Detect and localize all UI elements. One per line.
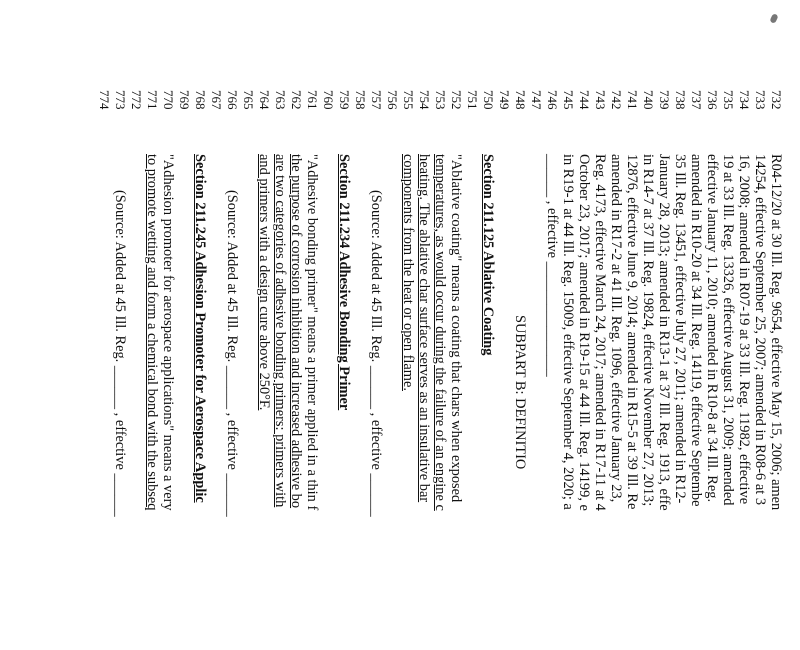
section-heading: Section 211.245 Adhesion Promoter for Aerospace Applic [192, 154, 208, 503]
source-note: (Source: Added at 45 Ill. Reg. ______ , effective ______ [224, 190, 240, 517]
section-heading: Section 211.234 Adhesive Bonding Primer [336, 154, 352, 411]
scan-artifact [769, 13, 778, 24]
subpart-heading: SUBPART B: DEFINITIO [512, 315, 528, 470]
source-note: (Source: Added at 45 Ill. Reg. ______ , effective ______ [368, 190, 384, 517]
rotated-page: 732 R04-12/20 at 30 Ill. Reg. 9654, effective May 15, 2006; amen 733 14254, effective September 25, 2007; amended in R08-6 at 3 734 16, 2008; amended in R07-19 at 33 Ill. Reg. 11982, effective 735 19 at 33 Ill. Reg. 13326, effective August 31, 2009; amended 736 effective January 11, 2010; amended in R10-8 at 34 Ill. Reg. 737 amended in R10-20 at 34 Ill. Reg. 14119, effective Septembe 738 35 Ill. Reg. 13451, effective July 27, 2011; amended in R12- 739 January 28, 2013; amended in R13-1 at 37 Ill. Reg. 1913, effe 740 in R14-7 at 37 Ill. Reg. 19824, effective November 27, 2013; 741 12876, effective June 9, 2014; amended in R15-5 at 39 Ill. Re 742 amended in R17-2 at 41 Ill. Reg. 1096, effective January 23, 743 Reg. 4173, effective March 24, 2017; amended in R17-11 at 4 744 October 23, 2017; amended in R19-15 at 44 Ill. Reg. 14199, e 745 in R19-1 at 44 Ill. Reg. 15009, effective September 4, 2020; a 746 ______ , effective ________________ 747 748 SUBPART B: DEFINITIO 749 750 Section 211.125 Ablative Coating 751 752 "Ablative coating" means a coating that chars when exposed 753 temperatures, as would occur during the failure of an engine c 754 heating. The ablative char surface serves as an insulative bar 755 components from the heat or open flame. 756 757 (Source: Added at 45 Ill. Reg. ______ , effective ______ 758 759 Section 211.234 Adhesive Bonding Primer 760 761 "Adhesive bonding primer" means a primer applied in a thin f 762 the purpose of corrosion inhibition and increased adhesive bo 763 are two categories of adhesive bonding primers: primers with 764 and primers with a design cure above 250°F. 765 766 (Source: Added at 45 Ill. Reg. ______ , effective ______ 767 768 Section 211.245 Adhesion Promoter for Aerospace Applic 769 770 "Adhesion promoter for aerospace applications" means a very 771 to promote wetting and form a chemical bond with the subseq 772 773 (Source: Added at 45 Ill. Reg. ______ , effective ______ 774 [97, 90, 784, 517]
source-note: (Source: Added at 45 Ill. Reg. ______ , effective ______ [112, 190, 128, 517]
section-heading: Section 211.125 Ablative Coating [480, 154, 496, 356]
